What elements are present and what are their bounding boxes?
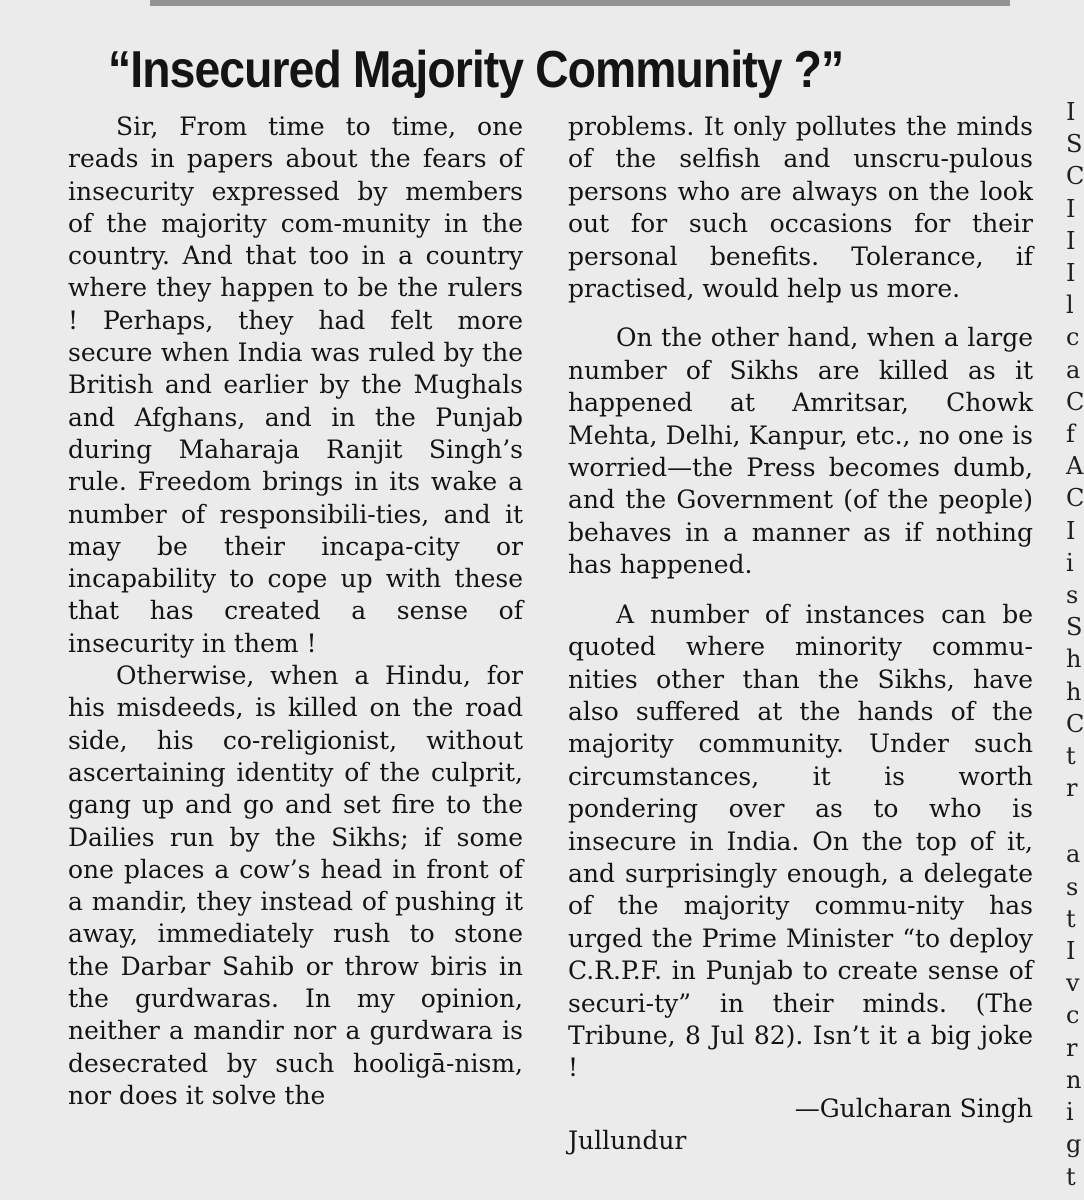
edge-fragment: c	[1066, 1001, 1080, 1030]
edge-fragment: C	[1066, 387, 1084, 416]
edge-fragment: g	[1066, 1130, 1082, 1159]
author-signature: —Gulcharan Singh	[794, 1093, 1033, 1123]
edge-fragment: f	[1066, 420, 1075, 449]
edge-fragment: I	[1066, 226, 1076, 255]
top-rule	[150, 0, 1010, 6]
paragraph-2: Otherwise, when a Hindu, for his misdeeds, is killed on the road side, his co-religionist, without ascertaining identity of the culprit, gang up and go and set fire to the Dailies run by the Sikhs; if some one places a cow’s head in front of a mandir, they instead of pushing it away, immediately rush to stone the Darbar Sahib or throw biris in the gurdwaras. In my opinion, neither a mandir nor a gurdwara is desecrated by such hooligā-nism, nor does it solve the	[68, 661, 523, 1110]
right-column	[568, 111, 1033, 1157]
paragraph-5: A number of instances can be quoted where minority commu-nities other than the Sikhs, have also suffered at the hands of the majority community. Under such circumstances, it is worth pondering over as to who is insecure in India. On the top of it, and surprisingly enough, a delegate of the majority commu-nity has urged the Prime Minister “to deploy C.R.P.F. in Punjab to create sense of securi-ty” in their minds. (The Tribune, 8 Jul 82). Isn’t it a big joke !	[568, 599, 1033, 1083]
edge-fragment: t	[1066, 1162, 1076, 1191]
edge-fragment: t	[1066, 742, 1076, 771]
article-headline: “Insecured Majority Community ?”	[108, 41, 844, 99]
edge-fragment: v	[1066, 969, 1080, 998]
edge-fragment: n	[1066, 1065, 1082, 1094]
edge-fragment: a	[1066, 355, 1081, 384]
edge-fragment: I	[1066, 259, 1076, 288]
edge-fragment: s	[1066, 581, 1079, 610]
edge-fragment: C	[1066, 162, 1084, 191]
paragraph-1: Sir, From time to time, one reads in papers about the fears of insecurity expressed by members of the majority com-munity in the country. And that too in a country where they happen to be the rulers ! Perhaps, they had felt more secure when India was ruled by the British and earlier by the Mughals and Afghans, and in the Punjab during Maharaja Ranjit Singh’s rule. Freedom brings in its wake a number of responsibili-ties, and it may be their incapa-city or incapability to cope up with these that has created a sense of insecurity in them !	[68, 112, 523, 658]
left-column	[68, 111, 523, 1112]
edge-fragment: I	[1066, 516, 1076, 545]
adjacent-column-fragment	[1066, 96, 1082, 1200]
edge-fragment: h	[1066, 677, 1082, 706]
author-location: Jullundur	[568, 1125, 687, 1155]
edge-fragment: i	[1066, 548, 1074, 577]
edge-fragment: l	[1066, 291, 1074, 320]
edge-fragment: i	[1066, 1098, 1074, 1127]
edge-fragment: c	[1066, 323, 1080, 352]
paragraph-4: On the other hand, when a large number of Sikhs are killed as it happened at Amritsar, Chowk Mehta, Delhi, Kanpur, etc., no one is worried—the Press becomes dumb, and the Government (of the people) behaves in a manner as if nothing has happened.	[568, 323, 1033, 580]
edge-fragment: h	[1066, 645, 1082, 674]
edge-fragment: r	[1066, 1033, 1078, 1062]
edge-fragment: t	[1066, 904, 1076, 933]
edge-fragment: a	[1066, 840, 1081, 869]
edge-fragment: A	[1066, 452, 1084, 481]
edge-fragment: C	[1066, 484, 1084, 513]
paragraph-3: problems. It only pollutes the minds of the selfish and unscru-pulous persons who are always on the look out for such occasions for their personal benefits. Tolerance, if practised, would help us more.	[568, 112, 1033, 304]
edge-fragment	[1066, 804, 1082, 838]
edge-fragment: r	[1066, 774, 1078, 803]
edge-fragment: s	[1066, 872, 1079, 901]
edge-fragment: C	[1066, 709, 1084, 738]
edge-fragment: S	[1066, 613, 1083, 642]
edge-fragment: I	[1066, 194, 1076, 223]
edge-fragment: I	[1066, 937, 1076, 966]
edge-fragment: S	[1066, 130, 1083, 159]
edge-fragment: I	[1066, 98, 1076, 126]
